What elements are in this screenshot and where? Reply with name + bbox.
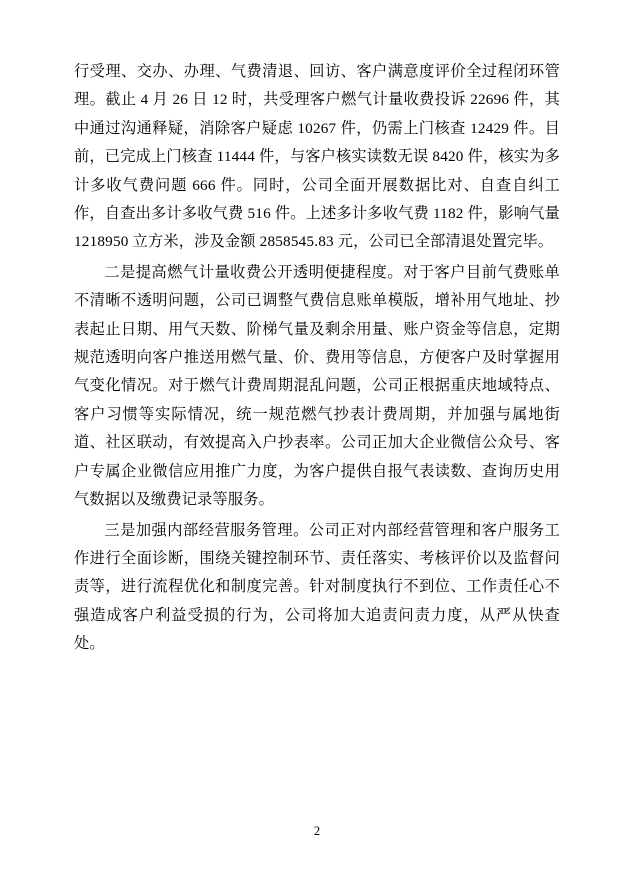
paragraph-2: 二是提高燃气计量收费公开透明便捷程度。对于客户目前气费账单不清晰不透明问题，公司已调整气费信息账单模版，增补用气地址、抄表起止日期、用气天数、阶梯气量及剩余用量、账户资金等信息，定期规范透明向客户推送用燃气量、价、费用等信息，方便客户及时掌握用气变化情况。对于燃气计费周期混乱问题，公司正根据重庆地域特点、客户习惯等实际情况，统一规范燃气抄表计费周期，并加强与属地街道、社区联动，有效提高入户抄表率。公司正加大企业微信公众号、客户专属企业微信应用推广力度，为客户提供自报气表读数、查询历史用气数据以及缴费记录等服务。 [74,263,560,509]
paragraph-3: 三是加强内部经营服务管理。公司正对内部经营管理和客户服务工作进行全面诊断，围绕关键控制环节、责任落实、考核评价以及监督问责等，进行流程优化和制度完善。针对制度执行不到位、工作责任心不强造成客户利益受损的行为，公司将加大追责问责力度，从严从快查处。 [74,521,560,653]
page-body [74,58,560,661]
page-number: 2 [313,824,321,838]
paragraph-1: 行受理、交办、办理、气费清退、回访、客户满意度评价全过程闭环管理。截止 4 月 26 日 12 时，共受理客户燃气计量收费投诉 22696 件，其中通过沟通释疑，消除客户疑虑 10267 件，仍需上门核查 12429 件。目前，已完成上门核查 11444 件，与客户核实读数无误 8420 件，核实为多计多收气费问题 666 件。同时，公司全面开展数据比对、自查自纠工作，自查出多计多收气费 516 件。上述多计多收气费 1182 件，影响气量 1218950 立方米，涉及金额 2858545.83 元，公司已全部清退处置完毕。 [74,63,560,251]
